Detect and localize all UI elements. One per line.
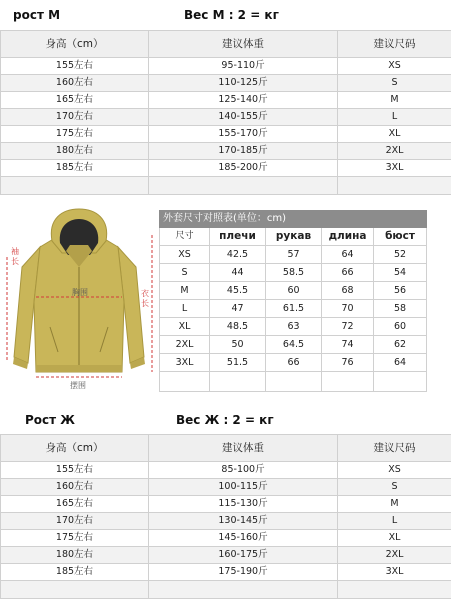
cell: 155左右 [1,462,149,479]
header-size: 建议尺码 [338,31,451,58]
cell: 185左右 [1,564,149,581]
cell [160,372,210,392]
cell: S [160,264,210,282]
cell: XL [338,530,451,547]
cell: 54 [374,264,427,282]
cell: 60 [374,318,427,336]
table-row [1,160,451,177]
cell: 47 [210,300,266,318]
women-size-table [0,434,451,599]
cell: 115-130斤 [149,496,338,513]
cell: 170左右 [1,513,149,530]
cell: L [338,513,451,530]
cell [322,372,374,392]
cell: 2XL [160,336,210,354]
cell [374,372,427,392]
cell: 185-200斤 [149,160,338,177]
cell: 76 [322,354,374,372]
cell: L [160,300,210,318]
men-height-title: рост М [13,8,61,22]
cell: 175左右 [1,530,149,547]
table-row [1,92,451,109]
cell: XL [160,318,210,336]
cell: 140-155斤 [149,109,338,126]
cell: 51.5 [210,354,266,372]
jacket-table-title: 外套尺寸对照表(单位：cm) [160,211,427,228]
cell: S [338,479,451,496]
table-row [160,318,427,336]
table-row [1,75,451,92]
table-row [1,143,451,160]
cell: 68 [322,282,374,300]
table-row [160,264,427,282]
men-weight-title: Вес М : 2 = кг [184,8,279,22]
table-row [1,530,451,547]
cell: 155-170斤 [149,126,338,143]
cell: 175左右 [1,126,149,143]
cell: 70 [322,300,374,318]
cell: XL [338,126,451,143]
table-row [160,354,427,372]
cell: 63 [266,318,322,336]
cell: 58 [374,300,427,318]
cell: 45.5 [210,282,266,300]
cell: 185左右 [1,160,149,177]
cell: 85-100斤 [149,462,338,479]
cell: 48.5 [210,318,266,336]
cell [266,372,322,392]
header-weight: 建议体重 [149,435,338,462]
table-row [1,513,451,530]
cell: XS [160,246,210,264]
cell: 3XL [160,354,210,372]
chest-label: 胸围 [72,288,88,297]
cell: 170-185斤 [149,143,338,160]
cell: 64.5 [266,336,322,354]
table-blank-row [1,581,451,599]
cell: 160-175斤 [149,547,338,564]
sleeve-label: 袖长 [11,247,19,266]
cell: M [160,282,210,300]
cell: 165左右 [1,496,149,513]
cell: 145-160斤 [149,530,338,547]
cell: 66 [266,354,322,372]
table-row [160,246,427,264]
header-size: 建议尺码 [338,435,451,462]
table-row [1,547,451,564]
cell: 110-125斤 [149,75,338,92]
cell: 3XL [338,160,451,177]
jacket-image [0,207,158,392]
cell: M [338,92,451,109]
cell: 61.5 [266,300,322,318]
jacket-table-title-row [160,211,427,228]
men-size-table [0,30,451,195]
cell: 60 [266,282,322,300]
cell: XS [338,58,451,75]
cell: 74 [322,336,374,354]
length-label: 衣长 [141,289,149,308]
table-row [1,109,451,126]
table-row [160,300,427,318]
table-row [1,58,451,75]
table-row [1,496,451,513]
cell: 160左右 [1,479,149,496]
table-header-row [1,31,451,58]
cell [210,372,266,392]
cell: 170左右 [1,109,149,126]
table-header-row [1,435,451,462]
cell: 100-115斤 [149,479,338,496]
header-size: 尺寸 [160,228,210,246]
jacket-illustration [0,207,158,392]
cell: 175-190斤 [149,564,338,581]
header-length: длина [322,228,374,246]
header-weight: 建议体重 [149,31,338,58]
cell [338,581,451,599]
cell [1,581,149,599]
cell: 72 [322,318,374,336]
cell [149,177,338,195]
cell: 42.5 [210,246,266,264]
table-blank-row [160,372,427,392]
cell: 57 [266,246,322,264]
cell: S [338,75,451,92]
women-weight-title: Вес Ж : 2 = кг [176,413,274,427]
cell: 64 [322,246,374,264]
cell: XS [338,462,451,479]
table-row [1,479,451,496]
cell: 52 [374,246,427,264]
jacket-hem-band [36,365,122,372]
cell: 58.5 [266,264,322,282]
header-height: 身高（cm） [1,435,149,462]
women-height-title: Рост Ж [25,413,75,427]
table-row [1,126,451,143]
cell: 3XL [338,564,451,581]
header-bust: бюст [374,228,427,246]
table-row [1,564,451,581]
cell: 62 [374,336,427,354]
table-row [160,282,427,300]
cell [149,581,338,599]
cell: 130-145斤 [149,513,338,530]
cell [1,177,149,195]
table-row [160,336,427,354]
cell: 180左右 [1,143,149,160]
cell: 125-140斤 [149,92,338,109]
cell: 66 [322,264,374,282]
header-shoulder: плечи [210,228,266,246]
table-blank-row [1,177,451,195]
cell: 180左右 [1,547,149,564]
cell [338,177,451,195]
cell: 160左右 [1,75,149,92]
header-height: 身高（cm） [1,31,149,58]
cell: 155左右 [1,58,149,75]
jacket-size-table [159,210,427,392]
hem-label: 摆围 [70,381,86,390]
cell: 165左右 [1,92,149,109]
cell: 95-110斤 [149,58,338,75]
cell: 2XL [338,143,451,160]
cell: L [338,109,451,126]
cell: 2XL [338,547,451,564]
cell: 44 [210,264,266,282]
cell: 50 [210,336,266,354]
header-sleeve: рукав [266,228,322,246]
cell: M [338,496,451,513]
table-row [1,462,451,479]
cell: 56 [374,282,427,300]
jacket-table-header-row [160,228,427,246]
cell: 64 [374,354,427,372]
